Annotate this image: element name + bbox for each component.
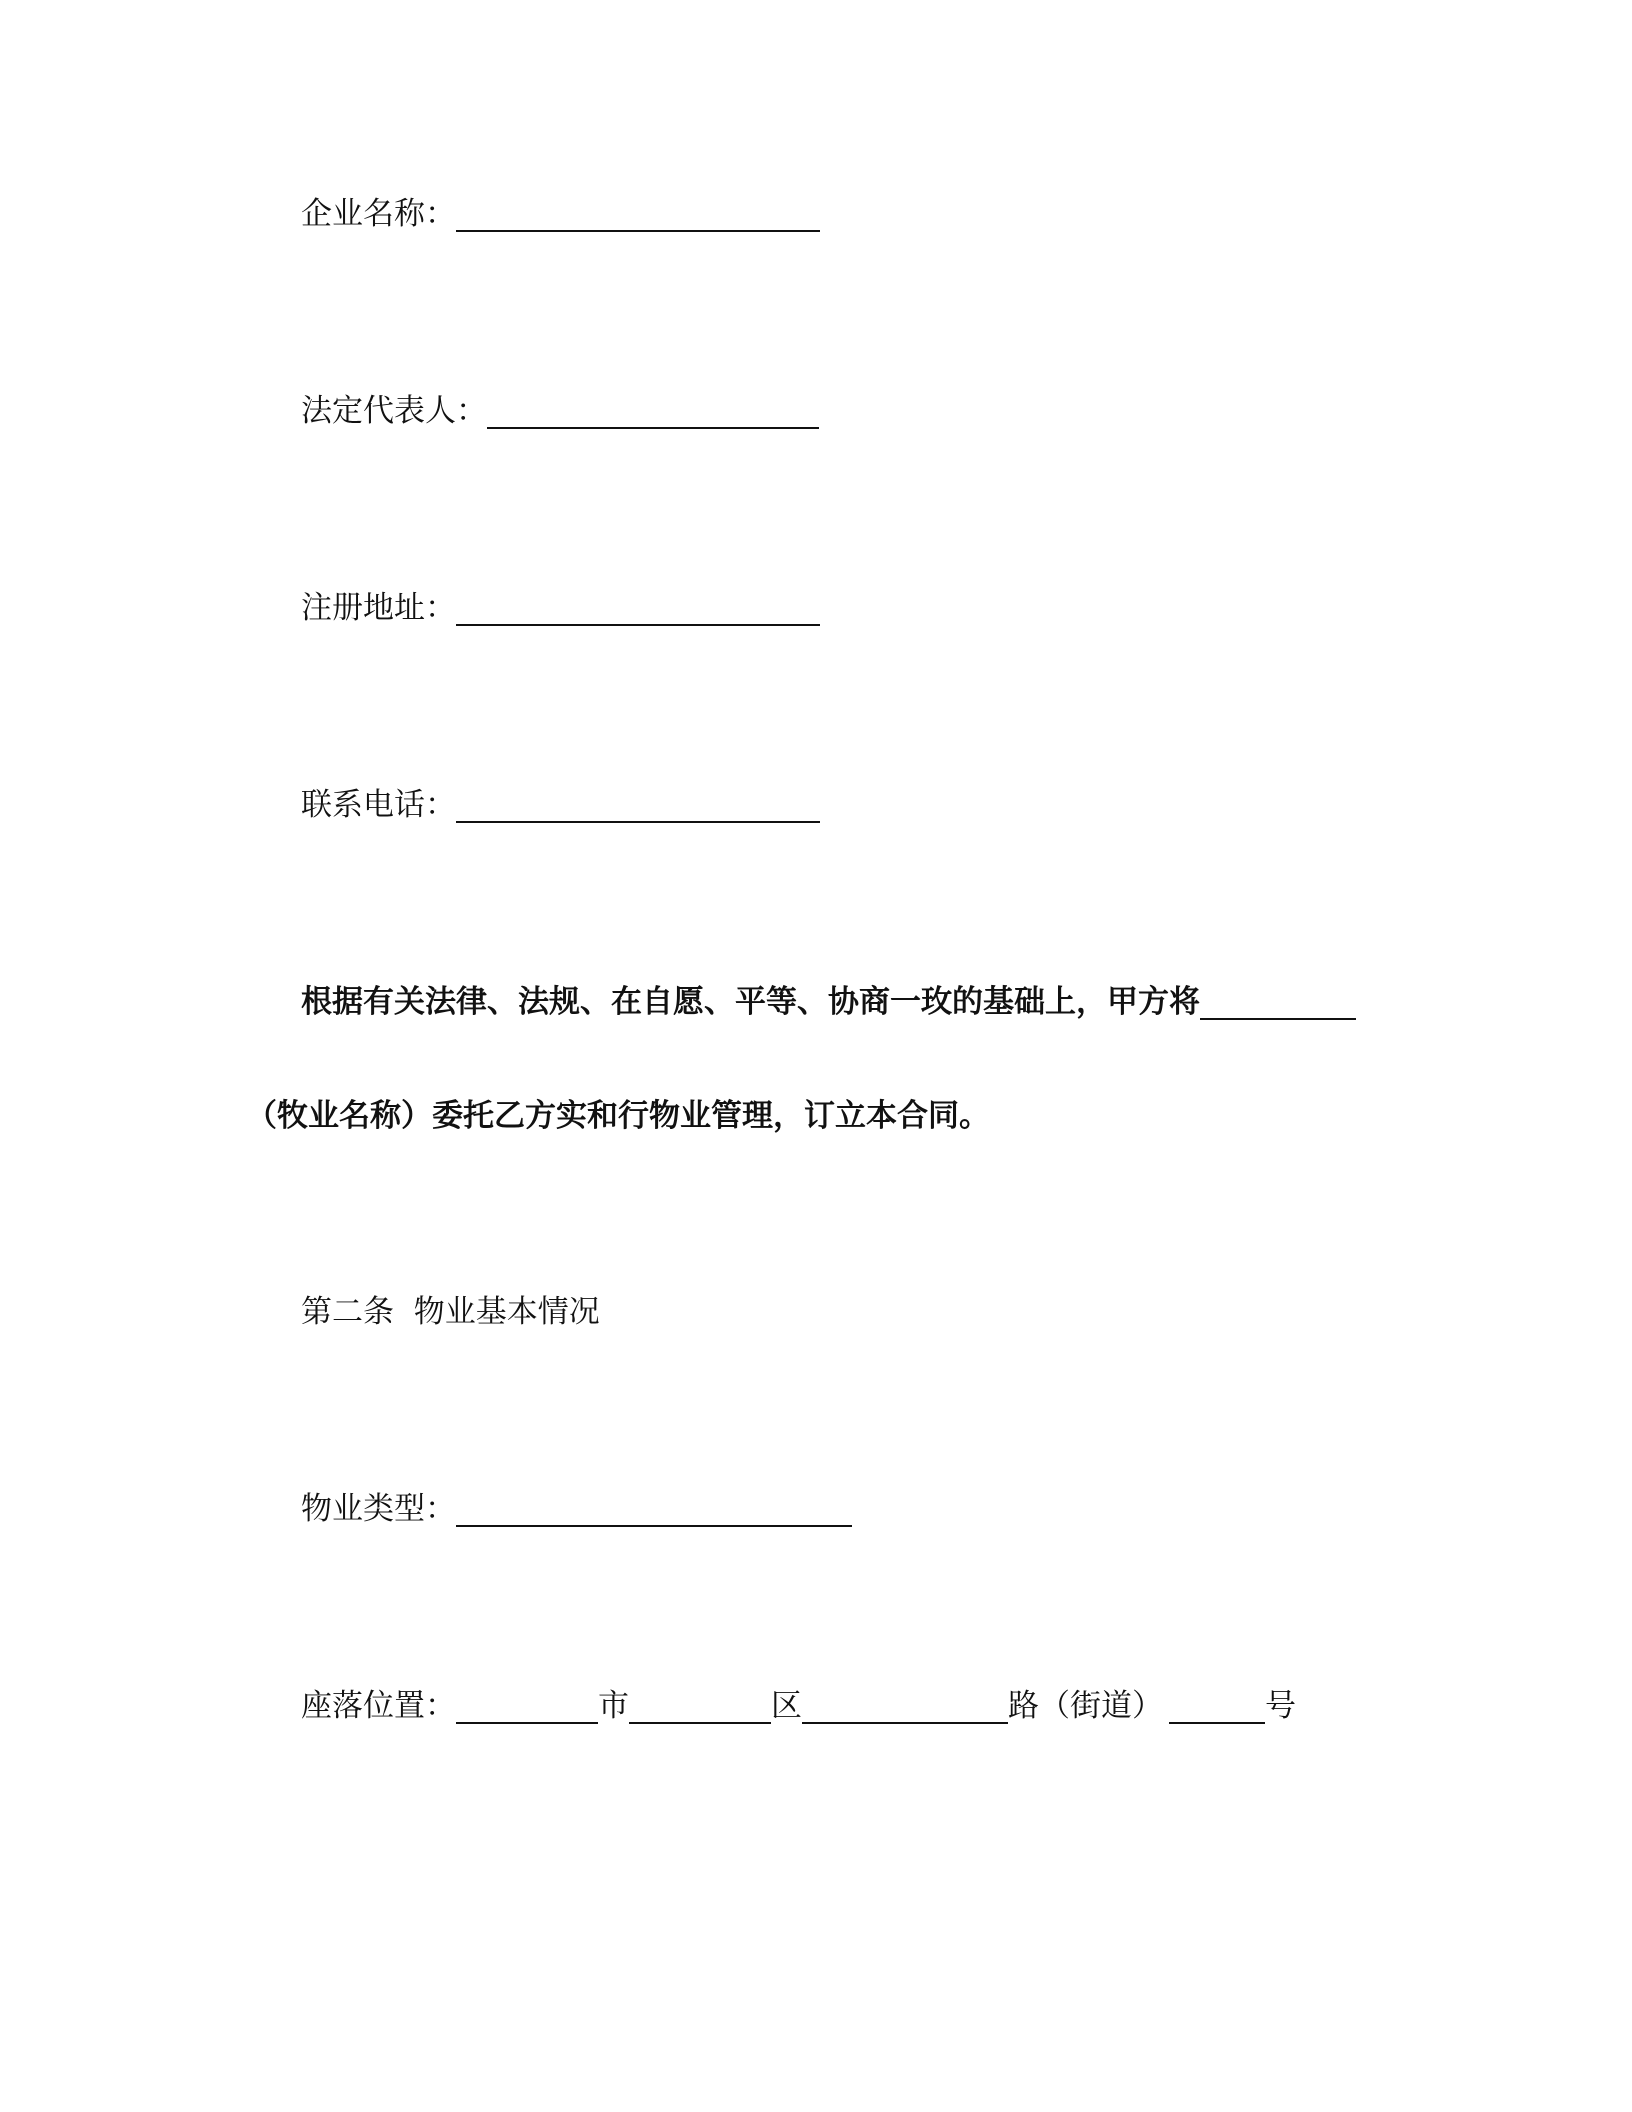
reg-address-blank[interactable]	[456, 596, 820, 626]
district-blank[interactable]	[629, 1694, 771, 1724]
article-2-heading-row	[301, 1292, 600, 1332]
company-name-label: 企业名称：	[301, 196, 456, 232]
city-blank[interactable]	[456, 1694, 598, 1724]
preamble-text-2: （牧业名称）委托乙方实和行物业管理，订立本合同。	[246, 1098, 990, 1134]
preamble-text-1: 根据有关法律、法规、在自愿、平等、协商一玫的基础上，甲方将	[301, 984, 1200, 1020]
reg-address-label: 注册地址：	[301, 590, 456, 626]
phone-blank[interactable]	[456, 793, 820, 823]
reg-address-row	[301, 588, 820, 628]
company-name-row	[301, 194, 820, 234]
road-label: 路（街道）	[1008, 1688, 1163, 1724]
location-label: 座落位置：	[301, 1688, 456, 1724]
preamble-line-2	[246, 1096, 990, 1136]
property-type-label: 物业类型：	[301, 1491, 456, 1527]
number-label: 号	[1265, 1688, 1296, 1724]
number-blank[interactable]	[1169, 1694, 1265, 1724]
phone-row	[301, 785, 820, 825]
legal-rep-blank[interactable]	[487, 399, 819, 429]
property-name-blank[interactable]	[1200, 990, 1356, 1020]
phone-label: 联系电话：	[301, 787, 456, 823]
legal-rep-label: 法定代表人：	[301, 393, 487, 429]
city-label: 市	[598, 1688, 629, 1724]
road-blank[interactable]	[802, 1694, 1008, 1724]
company-name-blank[interactable]	[456, 202, 820, 232]
property-type-blank[interactable]	[456, 1497, 852, 1527]
district-label: 区	[771, 1688, 802, 1724]
legal-rep-row	[301, 391, 819, 431]
property-type-row	[301, 1489, 852, 1529]
article-2-heading: 第二条 物业基本情况	[301, 1294, 600, 1330]
preamble-line-1	[301, 982, 1356, 1022]
location-row	[301, 1686, 1296, 1726]
